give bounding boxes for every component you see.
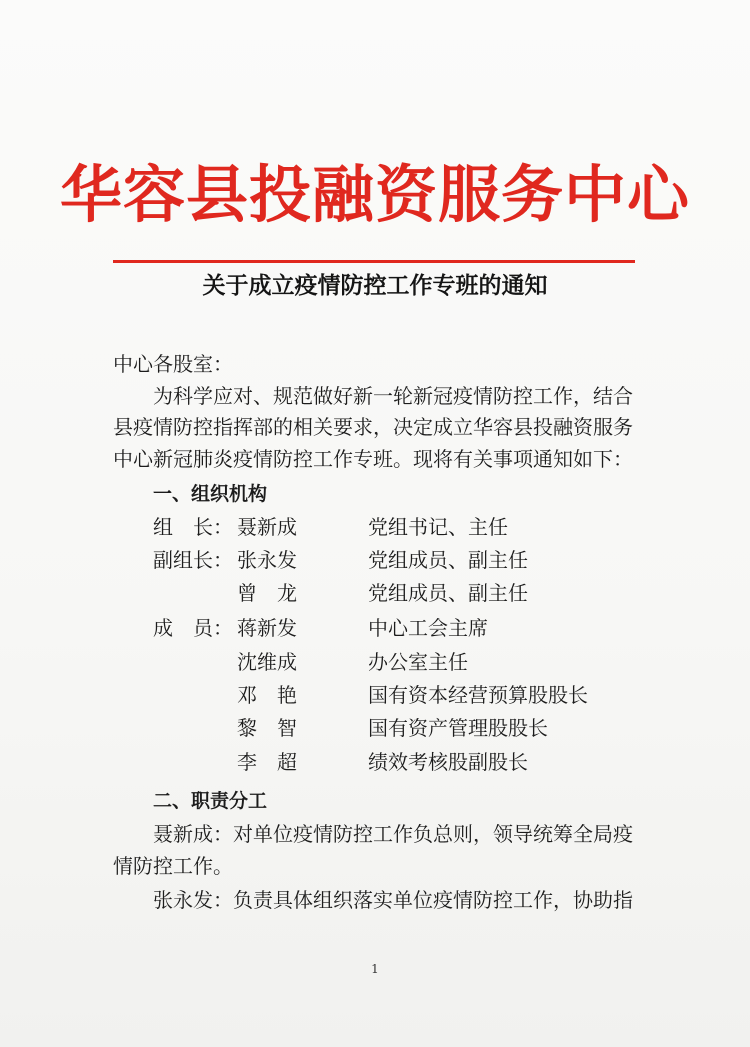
roster-name: 李 超 bbox=[237, 750, 297, 774]
roster-title: 中心工会主席 bbox=[368, 616, 488, 640]
roster-role: 组 长： bbox=[153, 515, 233, 539]
intro-line-3: 中心新冠肺炎疫情防控工作专班。现将有关事项通知如下： bbox=[113, 447, 633, 471]
roster-name: 聂新成 bbox=[237, 515, 297, 539]
page-number: 1 bbox=[371, 962, 379, 976]
roster-title: 党组书记、主任 bbox=[368, 515, 508, 539]
roster-title: 绩效考核股副股长 bbox=[368, 750, 528, 774]
section-heading-organization: 一、组织机构 bbox=[153, 483, 268, 505]
roster-role: 副组长： bbox=[153, 548, 233, 572]
roster-title: 国有资本经营预算股股长 bbox=[368, 683, 588, 707]
roster-title: 党组成员、副主任 bbox=[368, 581, 528, 605]
duty-line-1: 聂新成：对单位疫情防控工作负总则，领导统筹全局疫 bbox=[153, 822, 633, 846]
section-heading-duties: 二、职责分工 bbox=[153, 790, 268, 812]
roster-name: 曾 龙 bbox=[237, 581, 297, 605]
intro-line-1: 为科学应对、规范做好新一轮新冠疫情防控工作，结合 bbox=[153, 384, 633, 408]
notice-title: 关于成立疫情防控工作专班的通知 bbox=[202, 272, 548, 299]
roster-title: 国有资产管理股股长 bbox=[368, 716, 548, 740]
masthead-title: 华容县投融资服务中心 bbox=[59, 158, 690, 231]
red-divider-line bbox=[113, 260, 635, 263]
roster-title: 党组成员、副主任 bbox=[368, 548, 528, 572]
roster-name: 沈维成 bbox=[237, 650, 297, 674]
intro-line-2: 县疫情防控指挥部的相关要求，决定成立华容县投融资服务 bbox=[113, 415, 633, 439]
duty-line-2: 情防控工作。 bbox=[113, 854, 233, 878]
roster-name: 张永发 bbox=[237, 548, 297, 572]
duty-line-3: 张永发：负责具体组织落实单位疫情防控工作，协助指 bbox=[153, 888, 633, 912]
roster-title: 办公室主任 bbox=[368, 650, 468, 674]
roster-role: 成 员： bbox=[153, 616, 233, 640]
roster-name: 蒋新发 bbox=[237, 616, 297, 640]
roster-name: 邓 艳 bbox=[237, 683, 297, 707]
salutation: 中心各股室： bbox=[113, 352, 233, 376]
roster-name: 黎 智 bbox=[237, 716, 297, 740]
